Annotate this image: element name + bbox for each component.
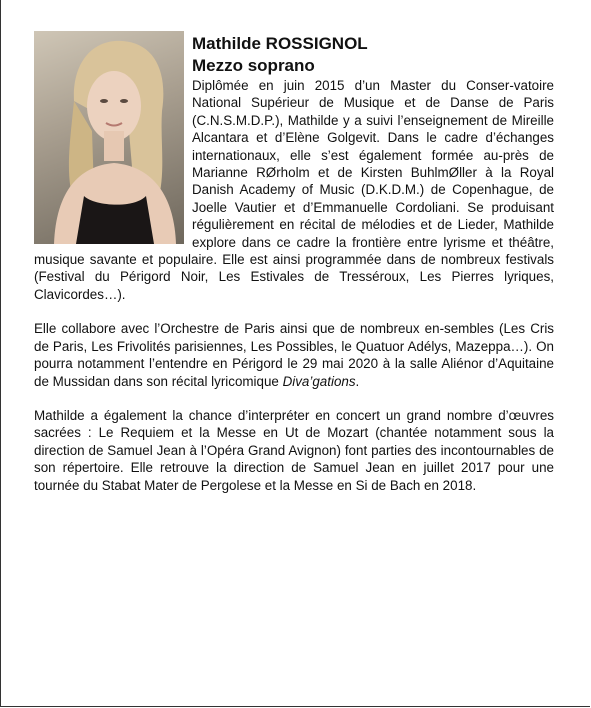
portrait-photo bbox=[34, 31, 184, 244]
bio-paragraph-2 bbox=[34, 320, 554, 390]
recital-title: Diva’gations bbox=[282, 373, 356, 389]
artist-name: Mathilde ROSSIGNOL bbox=[192, 34, 368, 53]
bio-section bbox=[34, 31, 554, 494]
bio-paragraph-2-text: Elle collabore avec l’Orchestre de Paris ainsi que de nombreux en-sembles (Les Cris de Paris, Les Frivolités parisiennes, Les Possibles, le Quatuor Adélys, Mazeppa…). On pourra notamment l’entendre en Périgord le 29 mai 2020 à la salle Aliénor d’Aquitaine de Mussidan dans son récital lyricomique bbox=[34, 321, 554, 389]
bio-paragraph-3: Mathilde a également la chance d’interpréter en concert un grand nombre d’œuvres sacrées : Le Requiem et la Messe en Ut de Mozart (chantée notamment sous la direction de Samuel Jean à l’Opéra Grand Avignon) font parties des incontournables de son répertoire. Elle retrouve la direction de Samuel Jean en juillet 2017 pour une tournée du Stabat Mater de Pergolese et la Messe en Si de Bach en 2018. bbox=[34, 407, 554, 493]
artist-role: Mezzo soprano bbox=[192, 56, 315, 75]
bio-paragraph-1: Diplômée en juin 2015 d’un Master du Conser-vatoire National Supérieur de Musique et de Danse de Paris (C.N.S.M.D.P.), Mathilde y a suivi l’enseignement de Mireille Alcantara et d’Elène Golgevit. Dans le cadre d’échanges internationaux, elle s’est également formée au-près de Marianne RØrholm et de Kirsten BuhlmØller à la Royal Danish Academy of Music (D.K.D.M.) de Copenhague, de Joelle Vautier et d’Emmanuelle Cordoliani. Se produisant régulièrement en récital de mélodies et de Lieder, Mathilde explore dans ce cadre la frontière entre lyrisme et théâtre, musique savante et populaire. Elle est ainsi programmée dans de nombreux festivals (Festival du Périgord Noir, Les Estivales de Tresséroux, Les Pierres lyriques, Clavicordes…). bbox=[34, 78, 554, 302]
bio-paragraph-2-end: . bbox=[355, 373, 360, 389]
portrait-illustration bbox=[34, 31, 184, 244]
